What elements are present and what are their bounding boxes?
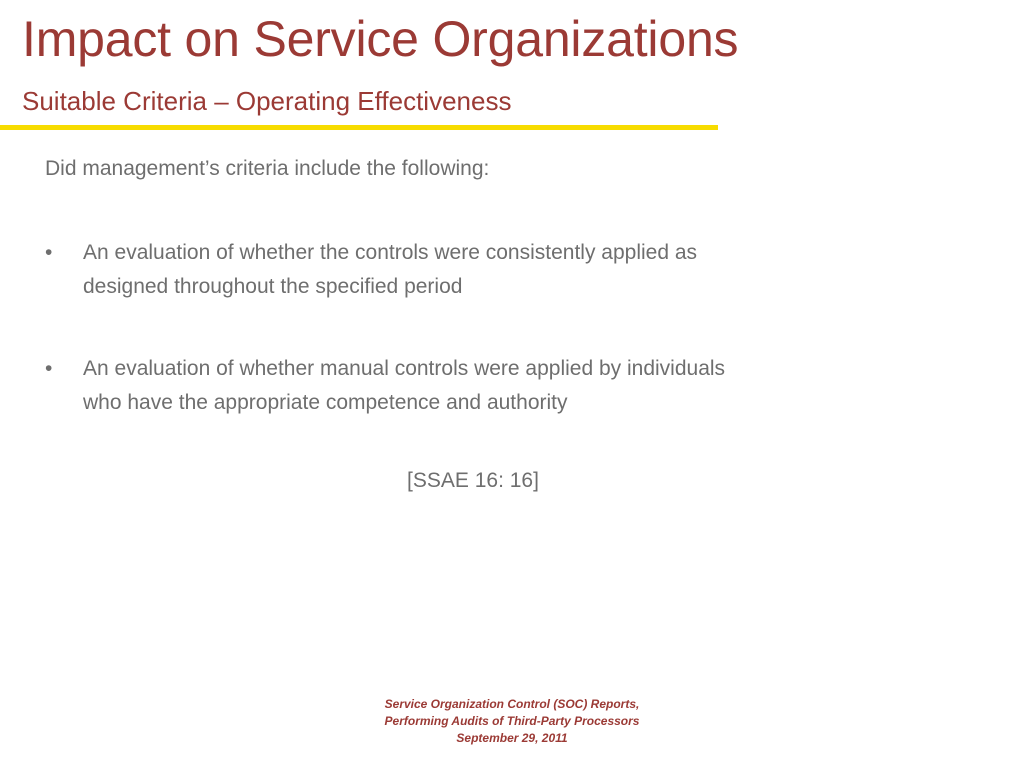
bullet-text-line-2: who have the appropriate competence and authority xyxy=(83,391,568,414)
bullet-text-line-2: designed throughout the specified period xyxy=(83,275,463,298)
footer-date: September 29, 2011 xyxy=(456,731,568,745)
footer-line-1: Service Organization Control (SOC) Reports, xyxy=(384,697,640,711)
slide-subtitle: Suitable Criteria – Operating Effectiveness xyxy=(22,86,512,116)
title-underline-rule xyxy=(0,125,718,130)
bullet-item-consistency xyxy=(45,236,905,304)
bullet-item-competence xyxy=(45,352,905,420)
bullet-text-line-1: An evaluation of whether the controls were consistently applied as xyxy=(83,241,698,264)
bullet-dot-icon: • xyxy=(45,241,53,264)
footer-line-2: Performing Audits of Third-Party Processors xyxy=(384,714,640,728)
bullet-list xyxy=(45,236,905,468)
bullet-dot-icon: • xyxy=(45,357,53,380)
intro-text: Did management’s criteria include the following: xyxy=(45,157,490,180)
slide-title: Impact on Service Organizations xyxy=(22,11,739,67)
citation-reference: [SSAE 16: 16] xyxy=(407,469,539,492)
bullet-text-line-1: An evaluation of whether manual controls were applied by individuals xyxy=(83,357,726,380)
slide-footer xyxy=(312,696,712,747)
